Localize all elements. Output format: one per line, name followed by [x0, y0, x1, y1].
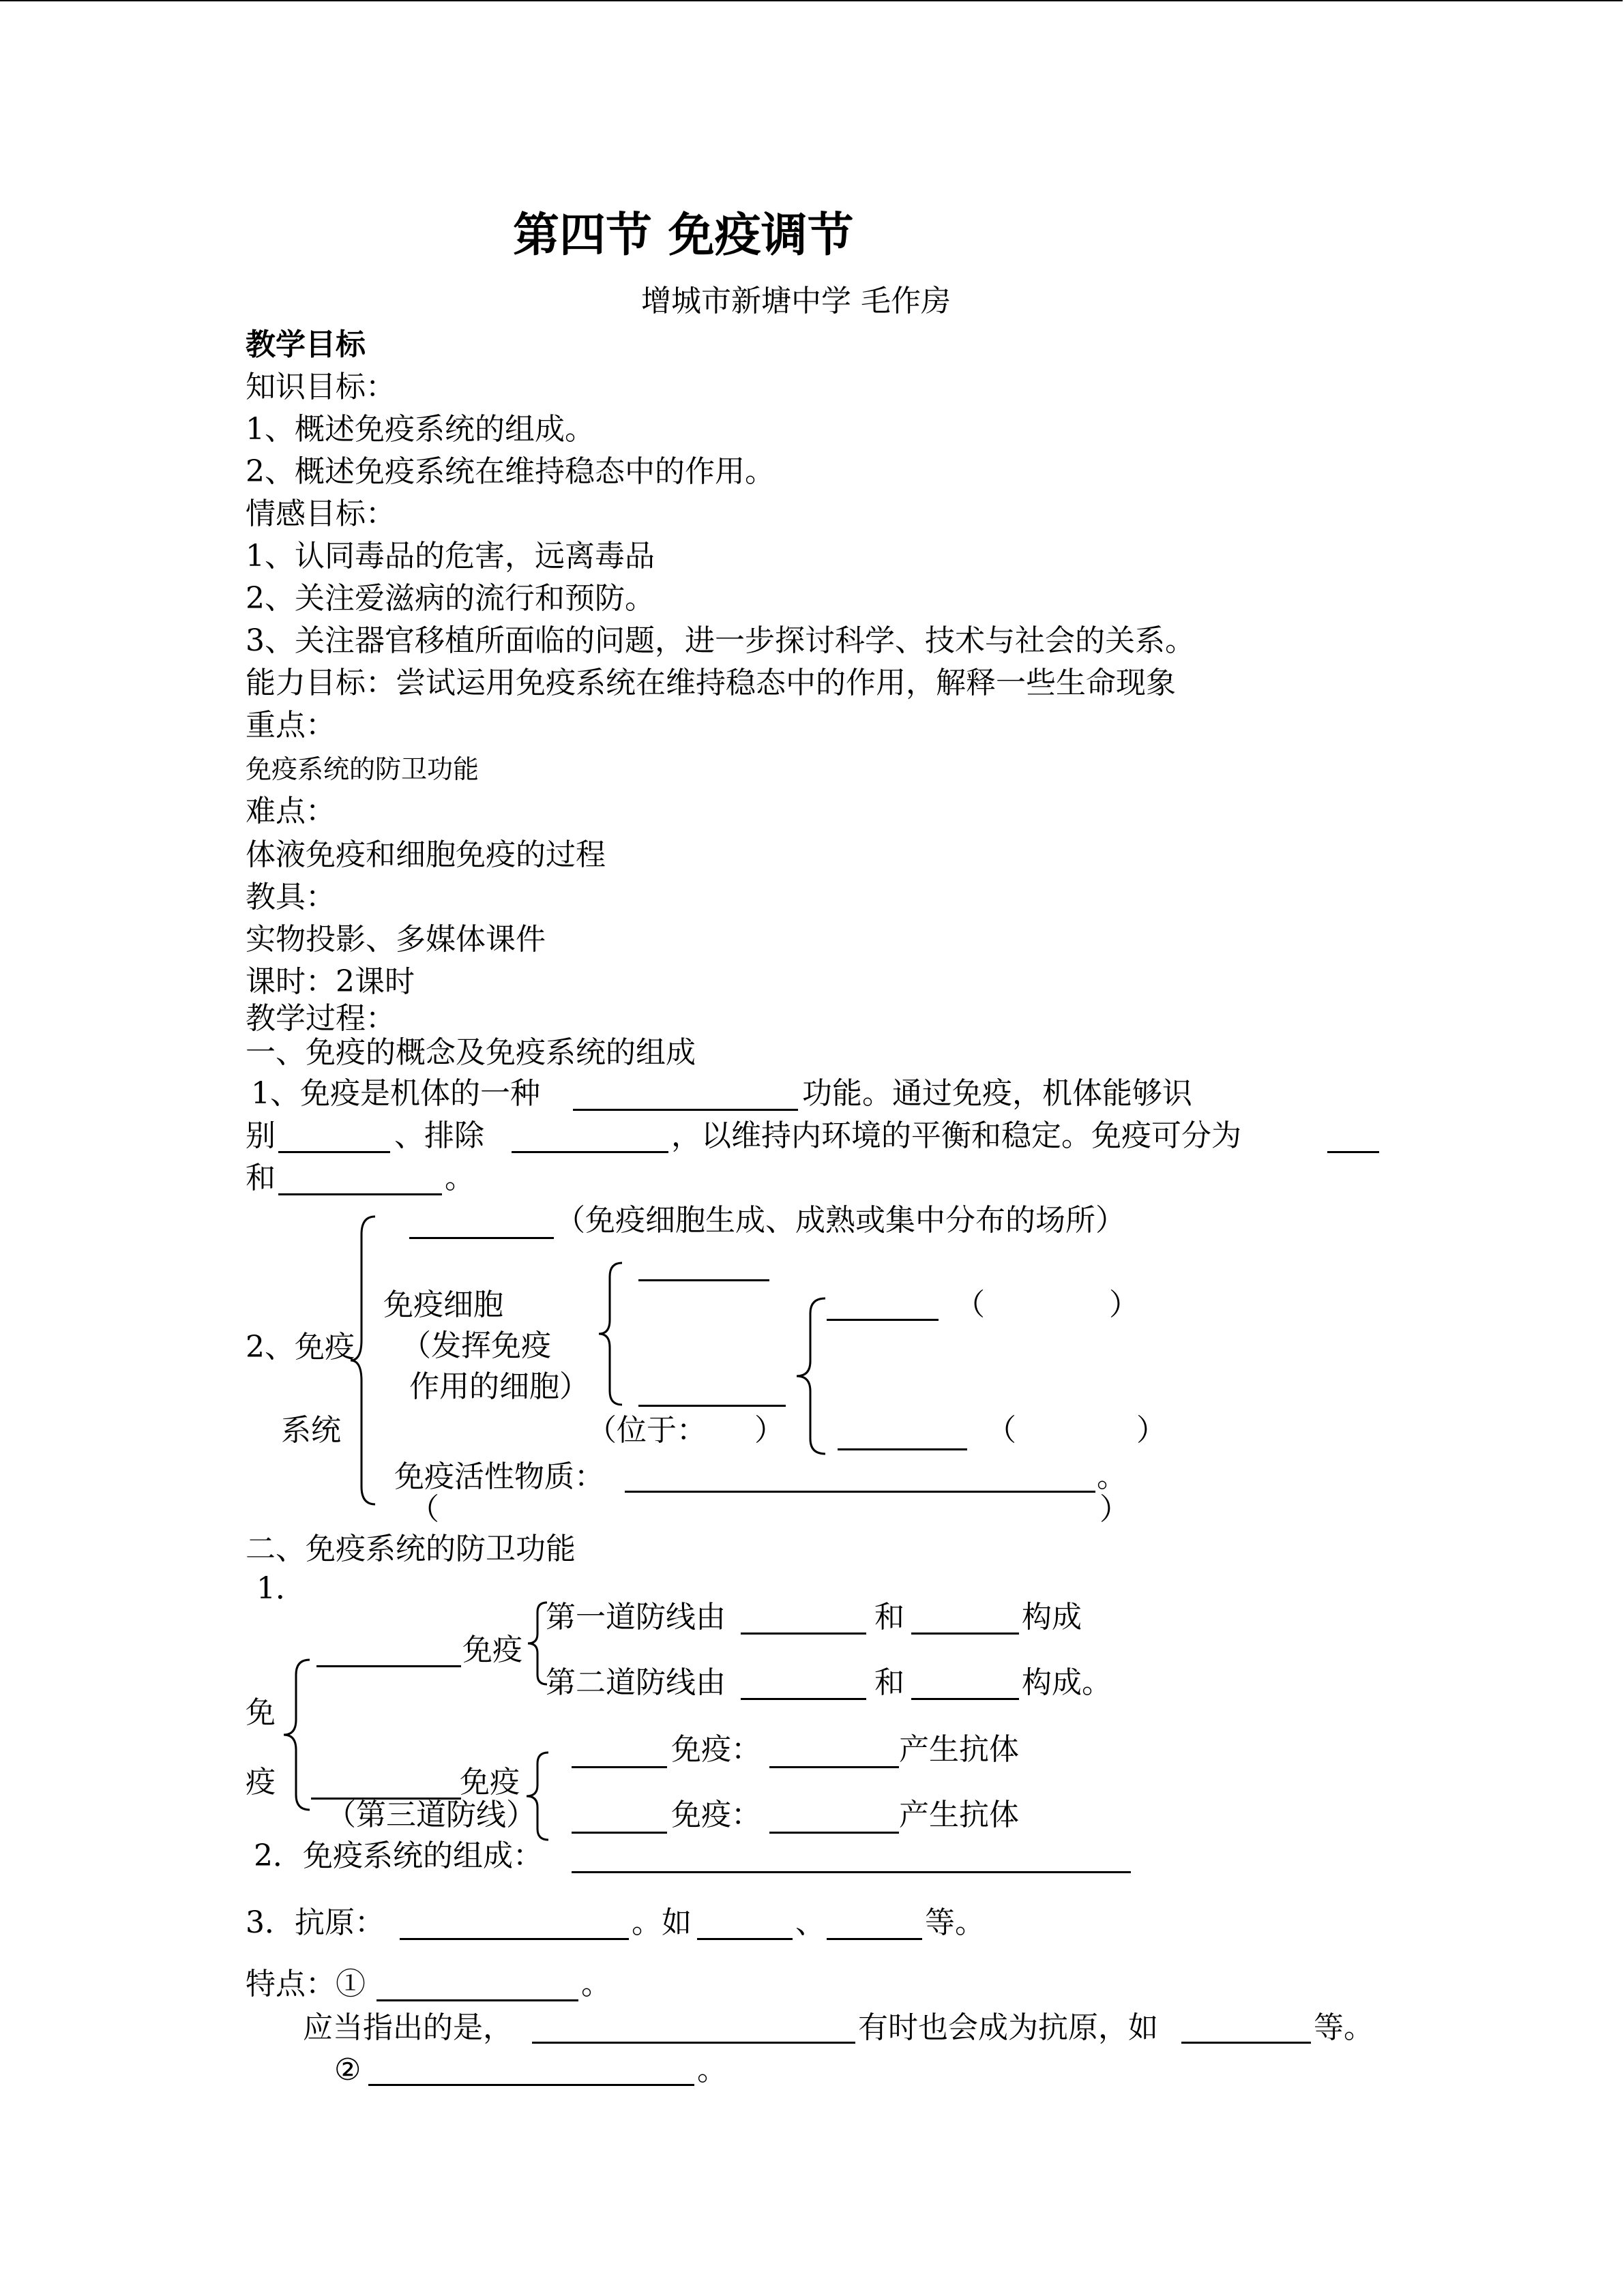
cells-label: 免疫细胞 [383, 1287, 503, 1322]
features-second-end: 。 [697, 2053, 727, 2087]
features-note: 等。 [1314, 2010, 1374, 2045]
blank-line[interactable] [741, 1632, 866, 1635]
features-end: 。 [581, 1967, 611, 2001]
blank-line[interactable] [827, 1938, 922, 1940]
q1-text: 、排除 [394, 1118, 484, 1153]
emotion-item: 1、认同毒品的危害，远离毒品 [246, 539, 655, 573]
s2-q2: 2．免疫系统的组成： [254, 1838, 543, 1873]
blank-line[interactable] [911, 1698, 1019, 1700]
defense-line-1: 和 [874, 1600, 904, 1635]
defense-line-2: 和 [874, 1665, 904, 1700]
cells-brace [595, 1260, 629, 1407]
cells-label: （发挥免疫 [401, 1328, 551, 1363]
page-top-border [0, 0, 1623, 1]
blank-line[interactable] [573, 1109, 798, 1111]
q1-text: ，以维持内环境的平衡和稳定。免疫可分为 [671, 1118, 1241, 1153]
system-label: 系统 [281, 1413, 341, 1448]
specific-brace [522, 1750, 554, 1843]
blank-line[interactable] [512, 1151, 668, 1153]
specific-sub-1: 产生抗体 [899, 1732, 1019, 1767]
immunity-label: 免 [246, 1695, 276, 1730]
blank-line[interactable] [368, 2084, 694, 2086]
knowledge-item: 1、概述免疫系统的组成。 [246, 412, 595, 447]
s2-q1-number: 1． [256, 1571, 306, 1606]
defense-line-2: 第二道防线由 [546, 1665, 726, 1700]
emotion-label: 情感目标： [246, 496, 396, 531]
author-line: 增城市新塘中学 毛作房 [641, 284, 951, 318]
third-defense-line: （第三道防线） [326, 1798, 536, 1832]
specific-sub-1: 免疫： [671, 1732, 761, 1767]
q1-text: 功能。通过免疫，机体能够识 [802, 1076, 1192, 1111]
immunity-brace [280, 1657, 314, 1814]
blank-line[interactable] [827, 1319, 939, 1321]
paren-close: ） [1136, 1413, 1166, 1448]
immunity-label: 疫 [246, 1765, 276, 1800]
blank-line[interactable] [625, 1491, 1095, 1493]
difficult-label: 难点： [246, 794, 336, 829]
q1-text: 别 [246, 1118, 276, 1153]
blank-line[interactable] [316, 1665, 461, 1667]
blank-line[interactable] [572, 1871, 1131, 1873]
paren-open: （ [986, 1413, 1016, 1448]
blank-line[interactable] [278, 1193, 442, 1195]
blank-line[interactable] [400, 1938, 629, 1940]
nonspecific-immune: 免疫 [462, 1632, 522, 1667]
process-label: 教学过程： [246, 1001, 396, 1036]
q1-text: 。 [445, 1161, 475, 1195]
blank-line[interactable] [377, 1999, 578, 2001]
q1-text: 1、免疫是机体的一种 [251, 1076, 540, 1111]
goals-heading: 教学目标 [246, 327, 366, 362]
blank-line[interactable] [911, 1632, 1019, 1635]
blank-line[interactable] [572, 1766, 667, 1768]
s2-q3: 3．抗原： [246, 1905, 385, 1940]
defense-line-1: 第一道防线由 [546, 1600, 726, 1635]
q1-text: 和 [246, 1161, 276, 1195]
blank-line[interactable] [769, 1832, 899, 1834]
features-note: 应当指出的是， [303, 2010, 513, 2045]
class-hours: 课时：2课时 [246, 964, 415, 999]
difficult-point: 体液免疫和细胞免疫的过程 [246, 837, 606, 872]
key-label: 重点： [246, 708, 336, 743]
blank-line[interactable] [638, 1405, 786, 1407]
blank-line[interactable] [532, 2042, 855, 2044]
cells-label: 作用的细胞） [409, 1369, 589, 1404]
s2-q3: 。如 [632, 1905, 692, 1940]
section-1-heading: 一、免疫的概念及免疫系统的组成 [246, 1035, 696, 1070]
specific-sub-2: 产生抗体 [899, 1798, 1019, 1832]
located-close: ） [754, 1413, 784, 1448]
features-note: 有时也会成为抗原，如 [858, 2010, 1158, 2045]
blank-line[interactable] [741, 1698, 866, 1700]
paren-open: （ [409, 1492, 439, 1527]
knowledge-label: 知识目标： [246, 370, 396, 404]
features-second: ② [334, 2053, 361, 2087]
organs-note: （免疫细胞生成、成熟或集中分布的场所） [555, 1203, 1125, 1238]
located-label: （位于： [587, 1413, 707, 1448]
key-point: 免疫系统的防卫功能 [246, 754, 479, 784]
blank-line[interactable] [409, 1237, 554, 1239]
knowledge-item: 2、概述免疫系统在维持稳态中的作用。 [246, 454, 775, 489]
lymph-brace [791, 1296, 832, 1457]
features-label: 特点：① [246, 1967, 366, 2001]
blank-line[interactable] [697, 1938, 793, 1940]
page-title: 第四节 免疫调节 [513, 209, 854, 263]
paren-close: ） [1099, 1492, 1130, 1527]
paren-close: ） [1109, 1287, 1139, 1322]
tools-label: 教具： [246, 880, 336, 914]
specific-sub-2: 免疫： [671, 1798, 761, 1832]
active-substance-end: 。 [1097, 1459, 1127, 1494]
s2-q3: 、 [795, 1905, 825, 1940]
blank-line[interactable] [838, 1448, 967, 1450]
section-2-heading: 二、免疫系统的防卫功能 [246, 1532, 576, 1566]
emotion-item: 2、关注爱滋病的流行和预防。 [246, 581, 655, 616]
blank-line[interactable] [278, 1151, 390, 1153]
active-substance-label: 免疫活性物质： [394, 1459, 604, 1494]
ability-goal: 能力目标：尝试运用免疫系统在维持稳态中的作用，解释一些生命现象 [246, 666, 1176, 700]
emotion-item: 3、关注器官移植所面临的问题，进一步探讨科学、技术与社会的关系。 [246, 623, 1195, 658]
blank-line[interactable] [769, 1766, 899, 1768]
blank-line[interactable] [1327, 1151, 1379, 1153]
blank-line[interactable] [572, 1832, 667, 1834]
s2-q3: 等。 [925, 1905, 985, 1940]
blank-line[interactable] [1181, 2042, 1311, 2044]
defense-line-1: 构成 [1022, 1600, 1082, 1635]
paren-open: （ [955, 1287, 985, 1322]
tools: 实物投影、多媒体课件 [246, 922, 546, 957]
blank-line[interactable] [638, 1279, 769, 1281]
system-label: 2、免疫 [246, 1330, 355, 1365]
defense-line-2: 构成。 [1022, 1665, 1112, 1700]
specific-immune: 免疫 [460, 1765, 520, 1800]
